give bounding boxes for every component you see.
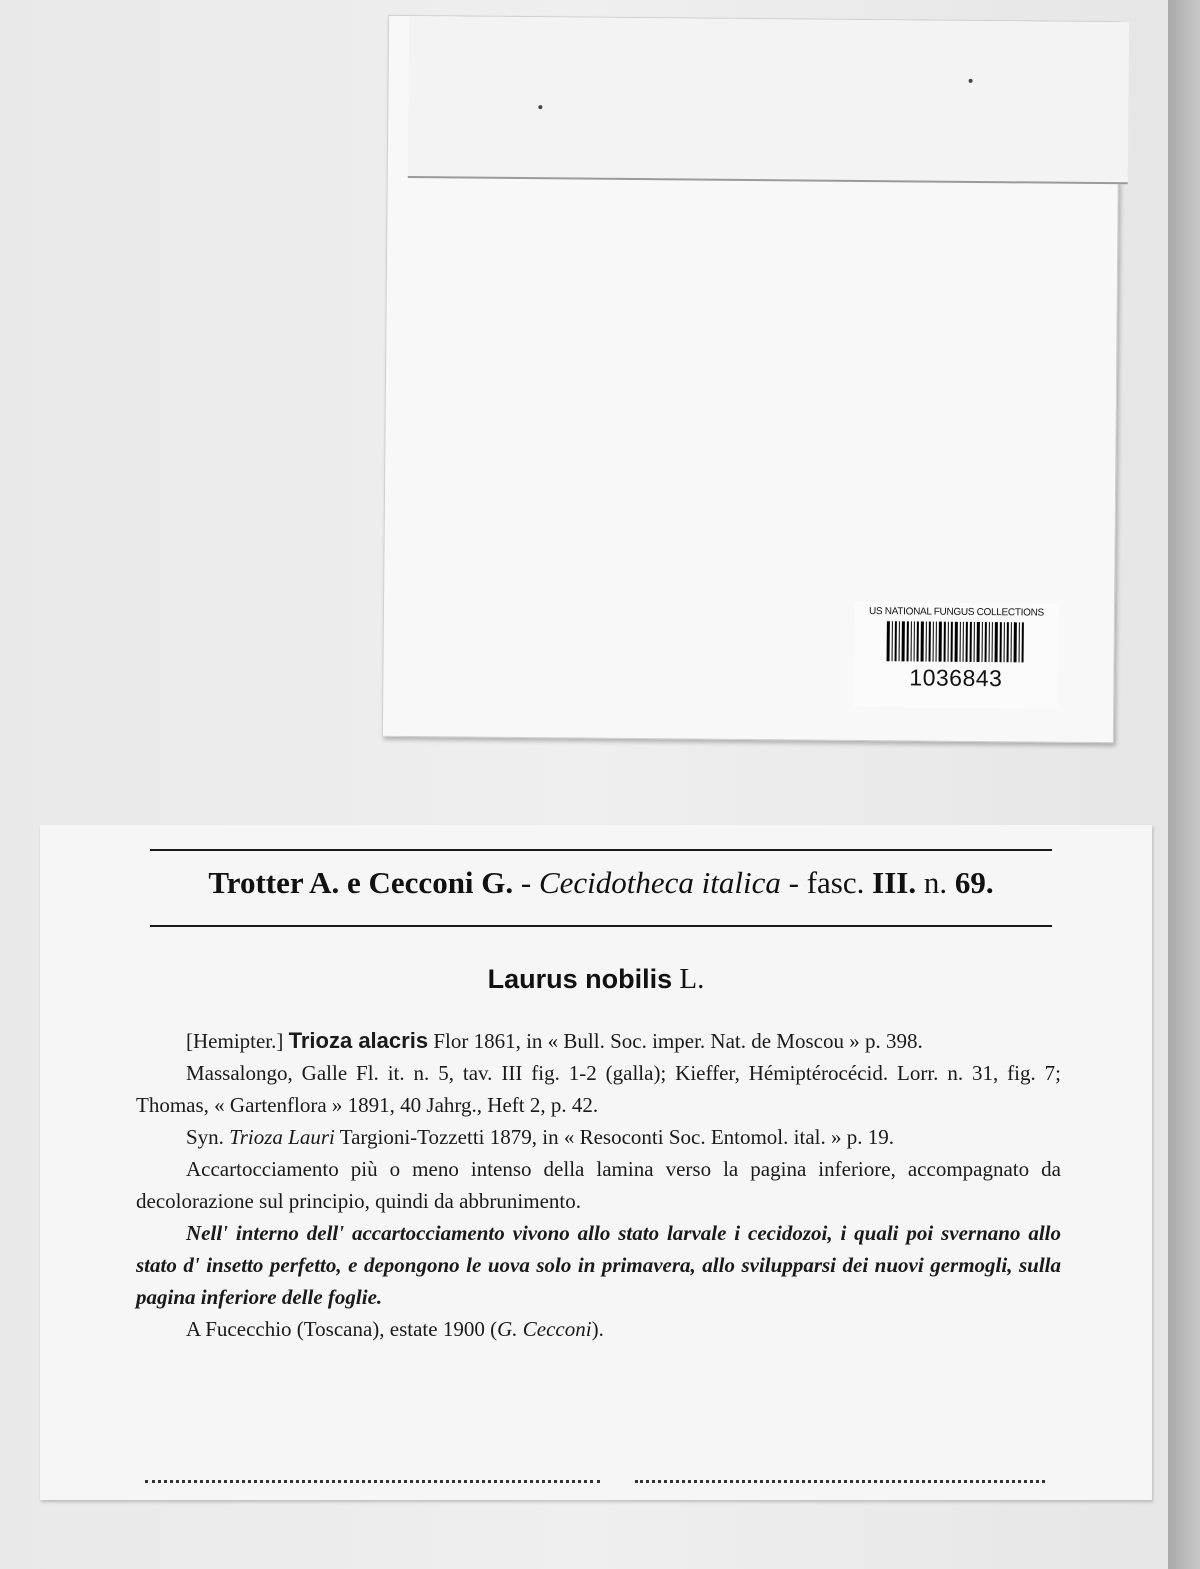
barcode-bar xyxy=(955,622,958,662)
printed-label xyxy=(40,825,1152,1500)
host-species xyxy=(40,963,1152,996)
barcode-bar xyxy=(933,622,934,662)
label-header xyxy=(136,865,1066,901)
header-series: Cecidotheca italica xyxy=(538,865,781,900)
collector-name: G. Cecconi xyxy=(497,1317,592,1341)
header-separator: - xyxy=(780,865,807,900)
barcode-number: 1036843 xyxy=(909,664,1003,692)
barcode-label xyxy=(853,602,1059,709)
barcode-bar xyxy=(1000,622,1002,662)
header-rule-top xyxy=(150,849,1052,851)
barcode-bar xyxy=(921,621,924,661)
insect-paragraph xyxy=(136,1025,1061,1057)
barcode-bar xyxy=(907,621,909,661)
header-fasc: III. xyxy=(872,865,917,900)
barcode-bar xyxy=(974,622,975,662)
barcode-bar xyxy=(939,622,942,662)
barcode-bar xyxy=(887,621,890,661)
barcode-bar xyxy=(982,622,983,662)
envelope-flap xyxy=(408,16,1129,184)
barcode-bar xyxy=(929,622,931,662)
dotted-rule-left xyxy=(145,1480,600,1483)
barcode-bar xyxy=(966,622,968,662)
synonym-paragraph xyxy=(136,1121,1061,1153)
host-author: L. xyxy=(679,963,705,995)
header-rule-bottom xyxy=(150,925,1052,927)
barcode-bar xyxy=(1022,622,1024,662)
barcode-bar xyxy=(917,621,919,661)
locality-text: A Fucecchio (Toscana), estate 1900 ( xyxy=(186,1317,498,1341)
flap-mark xyxy=(969,79,973,83)
specimen-envelope xyxy=(382,15,1120,743)
barcode-bar xyxy=(926,622,927,662)
flap-mark xyxy=(538,105,542,109)
barcode-bar xyxy=(944,622,946,662)
barcode-bar xyxy=(1019,622,1020,662)
barcode-bar xyxy=(895,621,897,661)
insect-name: Trioza alacris xyxy=(288,1028,429,1053)
header-fasc-prefix: fasc. xyxy=(806,865,865,900)
barcode-bar xyxy=(892,621,893,661)
insect-order: [Hemipter.] xyxy=(186,1029,284,1053)
description-paragraph: Accartocciamento più o meno intenso della lamina verso la pagina inferiore, accompagnato da decolorazione sul principio, quindi da abbrunimento. xyxy=(136,1157,1061,1213)
header-authors: Trotter A. e Cecconi G. xyxy=(208,865,514,900)
barcode-bar xyxy=(960,622,961,662)
barcode-bar xyxy=(948,622,949,662)
barcode-bar xyxy=(936,622,937,662)
barcode-bar xyxy=(911,621,912,661)
dotted-rule-right xyxy=(635,1480,1045,1483)
barcode-bar xyxy=(951,622,953,662)
barcode-bar xyxy=(902,621,905,661)
barcode-bar xyxy=(899,621,900,661)
insect-citation: Flor 1861, in « Bull. Soc. imper. Nat. de Moscou » p. 398. xyxy=(433,1029,923,1053)
barcode-bar xyxy=(963,622,964,662)
header-n-prefix: n. xyxy=(923,865,948,900)
synonym-citation: Targioni-Tozzetti 1879, in « Resoconti Soc. Entomol. ital. » p. 19. xyxy=(339,1125,894,1149)
barcode-bar xyxy=(989,622,990,662)
barcode-bar xyxy=(1014,622,1017,662)
barcode-bar xyxy=(1004,622,1005,662)
barcode-collection-name: US NATIONAL FUNGUS COLLECTIONS xyxy=(868,606,1044,619)
barcode-bar xyxy=(914,621,915,661)
barcode-bars xyxy=(854,621,1059,663)
sheet-edge xyxy=(1168,0,1200,1569)
locality-close: ). xyxy=(591,1317,604,1341)
header-separator: - xyxy=(513,865,539,900)
locality-line xyxy=(136,1313,1061,1345)
notes-paragraph: Nell' interno dell' accartocciamento vivono allo stato larvale i cecidozoi, i quali poi svernano allo stato d' insetto perfetto, e depongono le uova solo in primavera, allo svilupparsi dei nuovi germogli, sulla pagina inferiore delle foglie. xyxy=(136,1221,1061,1309)
synonym-prefix: Syn. xyxy=(186,1125,224,1149)
barcode-bar xyxy=(995,622,998,662)
label-body xyxy=(136,1025,1061,1345)
barcode-bar xyxy=(1007,622,1009,662)
barcode-bar xyxy=(970,622,972,662)
host-name: Laurus nobilis xyxy=(487,964,673,994)
barcode-bar xyxy=(985,622,987,662)
references-paragraph: Massalongo, Galle Fl. it. n. 5, tav. III fig. 1-2 (galla); Kieffer, Hémiptérocécid. Lorr. n. 31, fig. 7; Thomas, « Gartenflora » 1891, 40 Jahrg., Heft 2, p. 42. xyxy=(136,1061,1061,1117)
barcode-bar xyxy=(1011,622,1012,662)
barcode-bar xyxy=(992,622,993,662)
header-number: 69. xyxy=(954,865,994,900)
synonym-name: Trioza Lauri xyxy=(229,1125,335,1149)
barcode-bar xyxy=(977,622,980,662)
